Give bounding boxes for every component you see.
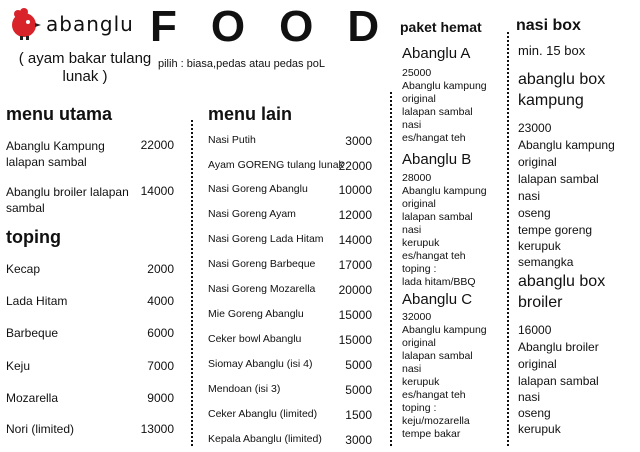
menu-item-price: 15000 — [338, 333, 372, 347]
package-line: es/hangat teh — [402, 132, 466, 144]
box-line: tempe goreng — [518, 223, 593, 237]
nasi-box-heading: nasi box — [516, 17, 581, 34]
menu-item-price: 10000 — [338, 183, 372, 197]
package-line: Abanglu kampung — [402, 80, 487, 92]
package-line: keju/mozarella — [402, 415, 470, 427]
menu-item-price: 14000 — [338, 233, 372, 247]
package-line: original — [402, 337, 436, 349]
toping-name: Lada Hitam — [6, 294, 68, 308]
package-line: nasi — [402, 363, 422, 375]
toping-heading: toping — [6, 227, 61, 247]
box-name: abanglu box — [518, 273, 606, 290]
package-line: Abanglu kampung — [402, 324, 487, 336]
package-line: es/hangat teh — [402, 250, 466, 262]
box-price: 16000 — [518, 323, 552, 337]
menu-item-name: Mie Goreng Abanglu — [208, 308, 304, 320]
menu-item-price: 12000 — [338, 208, 372, 222]
box-price: 23000 — [518, 121, 552, 135]
menu-item-price: 3000 — [345, 432, 372, 447]
menu-item-price: 22000 — [140, 138, 174, 152]
menu-item-price: 22000 — [338, 158, 372, 173]
package-price: 25000 — [402, 67, 432, 79]
menu-lain-heading: menu lain — [208, 104, 293, 124]
package-line: kerupuk — [402, 237, 440, 249]
page-title: FOOD — [150, 2, 414, 51]
box-line: kerupuk — [518, 422, 561, 436]
toping-name: Keju — [6, 359, 31, 373]
toping-name: Nori (limited) — [6, 422, 75, 436]
package-price: 28000 — [402, 172, 432, 184]
menu-item-name: Ceker Abanglu (limited) — [208, 407, 318, 420]
package-line: Abanglu kampung — [402, 185, 487, 197]
menu-item-name: Nasi Goreng Mozarella — [208, 283, 316, 295]
box-line: semangka — [518, 255, 574, 269]
package-name: Abanglu C — [402, 291, 473, 308]
menu-item-name: Kepala Abanglu (limited) — [208, 432, 322, 445]
package-line: original — [402, 93, 436, 105]
menu-item-price: 14000 — [140, 184, 174, 198]
menu-item-price: 5000 — [345, 357, 372, 372]
menu-item-price: 17000 — [338, 258, 372, 272]
menu-item-name: Siomay Abanglu (isi 4) — [208, 357, 313, 370]
menu-item-price: 15000 — [338, 308, 372, 322]
box-line: oseng — [518, 206, 551, 220]
package-name: Abanglu B — [402, 151, 472, 168]
package-price: 32000 — [402, 311, 432, 323]
menu-utama-list — [6, 138, 174, 228]
column-divider — [390, 92, 392, 446]
column-divider — [191, 120, 193, 446]
column-divider — [507, 32, 509, 446]
package-line: lalapan sambal — [402, 211, 473, 223]
package-line: lalapan sambal — [402, 350, 473, 362]
box-line: lalapan sambal — [518, 172, 599, 186]
menu-item-name: Nasi Goreng Abanglu — [208, 183, 308, 195]
package-line: toping : — [402, 402, 437, 414]
box-name: broiler — [518, 294, 563, 311]
paket-hemat-section — [400, 20, 512, 448]
brand-logo — [6, 4, 156, 44]
paket-hemat-heading: paket hemat — [400, 19, 482, 35]
toping-name: Kecap — [6, 262, 41, 276]
menu-item-name: Abanglu broiler lalapan sambal — [6, 185, 129, 215]
box-line: Abanglu kampung — [518, 138, 615, 152]
toping-price: 7000 — [147, 359, 174, 373]
box-line: nasi — [518, 189, 541, 203]
box-line: Abanglu broiler — [518, 340, 599, 354]
menu-item-name: Ceker bowl Abanglu — [208, 333, 302, 345]
package-line: tempe bakar — [402, 428, 461, 440]
menu-lain-list — [208, 134, 372, 448]
toping-name: Mozarella — [6, 391, 59, 405]
box-name: abanglu box — [518, 71, 606, 88]
menu-item-name: Ayam GORENG tulang lunak — [208, 158, 344, 171]
package-name: Abanglu A — [402, 45, 471, 62]
package-line: toping : — [402, 263, 437, 275]
toping-price: 13000 — [140, 422, 174, 436]
menu-item-price: 3000 — [345, 134, 372, 148]
nasi-box-minimum: min. 15 box — [518, 43, 586, 58]
package-line: original — [402, 198, 436, 210]
box-line: original — [518, 357, 557, 371]
box-line: kerupuk — [518, 239, 561, 253]
package-line: nasi — [402, 224, 422, 236]
menu-item-price: 5000 — [345, 382, 372, 397]
spice-choice-note: pilih : biasa,pedas atau pedas poL — [158, 58, 325, 70]
toping-name: Barbeque — [6, 326, 59, 340]
package-line: nasi — [402, 119, 422, 131]
menu-item-name: Mendoan (isi 3) — [208, 382, 281, 395]
menu-item-name: Abanglu Kampung lalapan sambal — [6, 139, 105, 169]
menu-item-name: Nasi Putih — [208, 134, 256, 146]
menu-item-price: 20000 — [338, 283, 372, 297]
menu-utama-heading: menu utama — [6, 104, 113, 124]
brand-name: abanglu — [46, 12, 134, 36]
menu-item-name: Nasi Goreng Lada Hitam — [208, 233, 324, 245]
tagline: ( ayam bakar tulang lunak ) — [18, 50, 152, 85]
nasi-box-section — [516, 18, 638, 448]
package-line: lada hitam/BBQ — [402, 276, 476, 288]
box-line: oseng — [518, 406, 551, 420]
package-line: kerupuk — [402, 376, 440, 388]
toping-price: 6000 — [147, 326, 174, 340]
toping-price: 2000 — [147, 262, 174, 276]
toping-price: 4000 — [147, 294, 174, 308]
box-line: nasi — [518, 390, 541, 404]
toping-price: 9000 — [147, 391, 174, 405]
package-line: es/hangat teh — [402, 389, 466, 401]
box-name: kampung — [518, 92, 584, 109]
box-line: lalapan sambal — [518, 374, 599, 388]
menu-item-name: Nasi Goreng Barbeque — [208, 258, 316, 270]
toping-list — [6, 262, 174, 442]
menu-item-price: 1500 — [345, 407, 372, 422]
package-line: lalapan sambal — [402, 106, 473, 118]
menu-item-name: Nasi Goreng Ayam — [208, 208, 296, 220]
box-line: original — [518, 155, 557, 169]
chicken-icon — [6, 8, 42, 40]
